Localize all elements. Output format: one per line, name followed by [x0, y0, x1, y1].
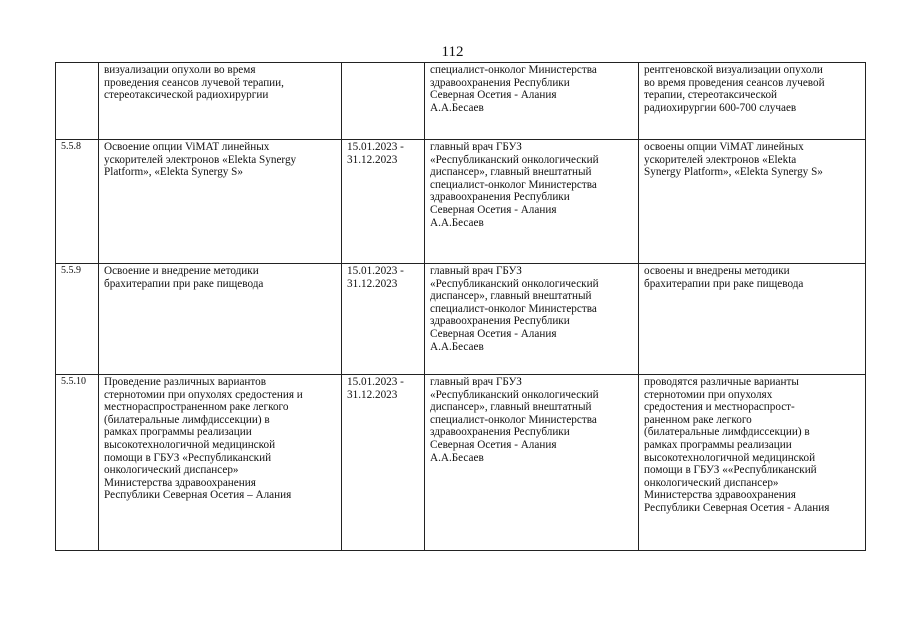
cell-line: диспансер», главный внештатный — [430, 401, 592, 414]
cell-line: Республики Северная Осетия - Алания — [644, 501, 830, 514]
cell-line: специалист-онколог Министерства — [430, 302, 597, 315]
cell-line: специалист-онколог Министерства — [430, 413, 597, 426]
table-row — [56, 375, 866, 551]
cell-line: брахитерапии при раке пищевода — [644, 277, 804, 290]
dates-cell — [342, 375, 425, 551]
cell-line: «Республиканский онкологический — [430, 153, 599, 166]
responsible-cell — [425, 375, 639, 551]
cell-line: помощи в ГБУЗ «Республиканский — [104, 451, 272, 464]
cell-line: помощи в ГБУЗ ««Республиканский — [644, 464, 817, 477]
cell-line: местнораспространенном раке легкого — [104, 401, 289, 414]
result-cell — [639, 264, 866, 375]
table-row — [56, 140, 866, 264]
cell-line: Synergy Platform», «Elekta Synergy S» — [644, 166, 823, 179]
cell-line: А.А.Бесаев — [430, 101, 484, 114]
cell-line: ускорителей электронов «Elekta Synergy — [104, 153, 297, 166]
cell-line: (билатеральные лимфдиссекции) в — [644, 426, 810, 439]
cell-line: высокотехнологичной медицинской — [644, 451, 816, 464]
cell-line: высокотехнологичной медицинской — [104, 438, 276, 451]
cell-line: Северная Осетия - Алания — [430, 438, 557, 451]
cell-line: специалист-онколог Министерства — [430, 64, 597, 76]
cell-line: здравоохранения Республики — [430, 76, 570, 89]
cell-line: онкологический диспансер» — [104, 464, 239, 477]
cell-line: стернотомии при опухолях — [644, 388, 773, 401]
cell-line: 15.01.2023 - — [347, 141, 404, 153]
cell-line: визуализации опухоли во время — [104, 64, 256, 76]
cell-line: стернотомии при опухолях средостения и — [104, 388, 303, 401]
event-cell — [99, 140, 342, 264]
cell-line: здравоохранения Республики — [430, 315, 570, 328]
row-number — [56, 63, 99, 140]
cell-line: средостения и местнораспрост- — [644, 401, 795, 414]
table-row — [56, 63, 866, 140]
cell-line: Platform», «Elekta Synergy S» — [104, 166, 244, 179]
row-number: 5.5.10 — [56, 375, 99, 551]
cell-line: освоены и внедрены методики — [644, 265, 790, 277]
cell-line: брахитерапии при раке пищевода — [104, 277, 264, 290]
responsible-cell — [425, 264, 639, 375]
cell-line: онкологический диспансер» — [644, 476, 779, 489]
cell-line: А.А.Бесаев — [430, 340, 484, 353]
table-row — [56, 264, 866, 375]
cell-line: (билатеральные лимфдиссекции) в — [104, 413, 270, 426]
cell-line: Северная Осетия - Алания — [430, 89, 557, 102]
cell-line: главный врач ГБУЗ — [430, 376, 522, 388]
event-cell — [99, 63, 342, 140]
result-cell — [639, 140, 866, 264]
dates-cell — [342, 140, 425, 264]
cell-line: здравоохранения Республики — [430, 191, 570, 204]
cell-line: Республики Северная Осетия – Алания — [104, 489, 292, 502]
responsible-cell — [425, 63, 639, 140]
cell-line: «Республиканский онкологический — [430, 388, 599, 401]
plan-table-body — [56, 63, 866, 551]
cell-line: диспансер», главный внештатный — [430, 290, 592, 303]
cell-line: Министерства здравоохранения — [104, 476, 256, 489]
row-number: 5.5.8 — [56, 140, 99, 264]
cell-line: Северная Осетия - Алания — [430, 203, 557, 216]
cell-line: радиохирургии 600-700 случаев — [644, 101, 797, 114]
cell-line: терапии, стереотаксической — [644, 89, 778, 102]
cell-line: Освоение и внедрение методики — [104, 265, 259, 277]
cell-line: 15.01.2023 - — [347, 265, 404, 277]
cell-line: Проведение различных вариантов — [104, 376, 267, 388]
cell-line: Министерства здравоохранения — [644, 489, 796, 502]
result-cell — [639, 375, 866, 551]
dates-cell — [342, 264, 425, 375]
cell-line: «Республиканский онкологический — [430, 277, 599, 290]
cell-line: 15.01.2023 - — [347, 376, 404, 388]
cell-line: 31.12.2023 — [347, 277, 398, 290]
cell-line: рамках программы реализации — [104, 426, 252, 439]
result-cell — [639, 63, 866, 140]
cell-line: проводятся различные варианты — [644, 376, 799, 388]
event-cell — [99, 264, 342, 375]
cell-line: ускорителей электронов «Elekta — [644, 153, 797, 166]
cell-line: рентгеновской визуализации опухоли — [644, 64, 823, 76]
cell-line: Освоение опции ViMAT линейных — [104, 141, 270, 153]
cell-line: главный врач ГБУЗ — [430, 141, 522, 153]
plan-table — [55, 62, 866, 551]
responsible-cell — [425, 140, 639, 264]
cell-line: проведения сеансов лучевой терапии, — [104, 76, 284, 89]
dates-cell — [342, 63, 425, 140]
cell-line: здравоохранения Республики — [430, 426, 570, 439]
cell-line: специалист-онколог Министерства — [430, 178, 597, 191]
cell-line: А.А.Бесаев — [430, 216, 484, 229]
cell-line: стереотаксической радиохирургии — [104, 89, 269, 102]
cell-line: раненном раке легкого — [644, 413, 752, 426]
cell-line: освоены опции ViMAT линейных — [644, 141, 804, 153]
cell-line: 31.12.2023 — [347, 388, 398, 401]
cell-line: Северная Осетия - Алания — [430, 327, 557, 340]
cell-line: главный врач ГБУЗ — [430, 265, 522, 277]
event-cell — [99, 375, 342, 551]
cell-line: диспансер», главный внештатный — [430, 166, 592, 179]
row-number: 5.5.9 — [56, 264, 99, 375]
cell-line: во время проведения сеансов лучевой — [644, 76, 825, 89]
cell-line: А.А.Бесаев — [430, 451, 484, 464]
cell-line: рамках программы реализации — [644, 438, 792, 451]
cell-line: 31.12.2023 — [347, 153, 398, 166]
page-number: 112 — [441, 44, 464, 60]
